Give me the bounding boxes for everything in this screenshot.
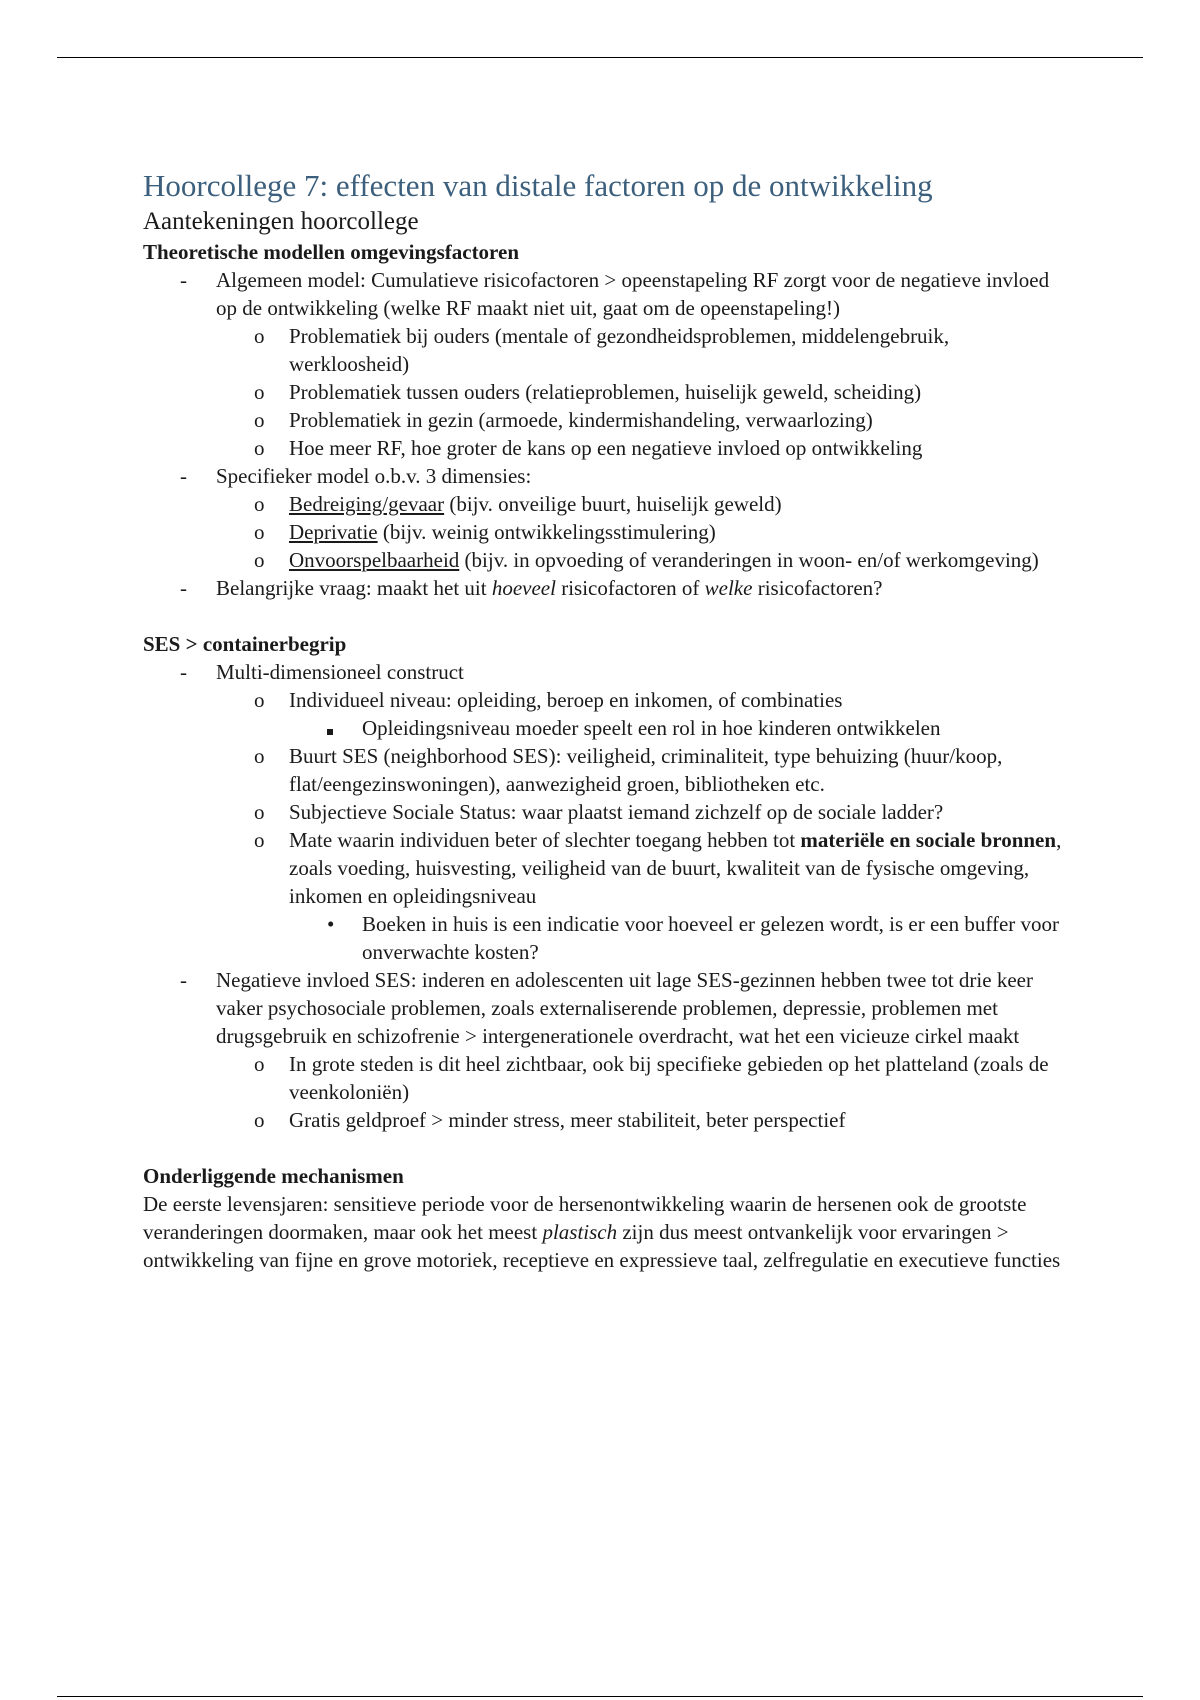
list-item-text: (bijv. onveilige buurt, huiselijk geweld) bbox=[444, 492, 782, 516]
bold-text: materiële en sociale bronnen bbox=[800, 828, 1057, 852]
list-item bbox=[143, 322, 1068, 378]
list-item bbox=[143, 574, 1068, 602]
sub-list bbox=[143, 322, 1068, 462]
list-item-text: Multi-dimensioneel construct bbox=[216, 660, 464, 684]
circle-marker: o bbox=[254, 492, 265, 516]
paragraph-text: zijn dus meest ontvankelijk voor ervaringen > ontwikkeling van fijne en grove motoriek, receptieve en expressieve taal, zelfregulatie en executieve functies bbox=[143, 1220, 1061, 1272]
circle-marker: o bbox=[254, 520, 265, 544]
list-item-text: Subjectieve Sociale Status: waar plaatst iemand zichzelf op de sociale ladder? bbox=[289, 800, 944, 824]
list-item-text: Algemeen model: Cumulatieve risicofactoren > opeenstapeling RF zorgt voor de negatieve invloed op de ontwikkeling (welke RF maakt niet uit, gaat om de opeenstapeling!) bbox=[216, 268, 1050, 320]
list-item bbox=[143, 1050, 1068, 1106]
list-item-text: Problematiek bij ouders (mentale of gezondheidsproblemen, middelengebruik, werkloosheid) bbox=[289, 324, 950, 376]
list-item bbox=[143, 798, 1068, 826]
list-item-text: risicofactoren? bbox=[752, 576, 883, 600]
dash-marker: - bbox=[180, 268, 187, 292]
sub-list bbox=[143, 1050, 1068, 1134]
italic-text: hoeveel bbox=[491, 576, 556, 600]
circle-marker: o bbox=[254, 548, 265, 572]
list-item-text: Problematiek in gezin (armoede, kindermishandeling, verwaarlozing) bbox=[289, 408, 873, 432]
list-item bbox=[143, 462, 1068, 574]
spacer bbox=[143, 602, 1068, 630]
list-item bbox=[143, 1106, 1068, 1134]
list-item-text: Individueel niveau: opleiding, beroep en inkomen, of combinaties bbox=[289, 688, 843, 712]
list-item bbox=[143, 966, 1068, 1134]
list-item bbox=[143, 742, 1068, 798]
ses-list bbox=[143, 658, 1068, 1134]
sub-list bbox=[143, 686, 1068, 966]
italic-text: plastisch bbox=[542, 1220, 618, 1244]
sub-list bbox=[143, 490, 1068, 574]
list-item-text: risicofactoren of bbox=[555, 576, 705, 600]
mechanisms-paragraph bbox=[143, 1190, 1068, 1274]
circle-marker: o bbox=[254, 688, 265, 712]
circle-marker: o bbox=[254, 1108, 265, 1132]
list-item bbox=[143, 490, 1068, 518]
list-item bbox=[143, 826, 1068, 966]
list-item bbox=[143, 686, 1068, 742]
paragraph-text: De eerste levensjaren: sensitieve periode voor de hersenontwikkeling waarin de hersenen ook de grootste veranderingen doormaken, maar ook het meest bbox=[143, 1192, 1027, 1244]
circle-marker: o bbox=[254, 380, 265, 404]
list-item-text: Gratis geldproef > minder stress, meer stabiliteit, beter perspectief bbox=[289, 1108, 846, 1132]
term-underlined: Deprivatie bbox=[289, 520, 378, 544]
list-item-text: Hoe meer RF, hoe groter de kans op een negatieve invloed op ontwikkeling bbox=[289, 436, 923, 460]
page-subtitle: Aantekeningen hoorcollege bbox=[143, 208, 419, 235]
sub-sub-list bbox=[143, 714, 1068, 742]
list-item-text: Belangrijke vraag: maakt het uit bbox=[216, 576, 492, 600]
list-item bbox=[143, 714, 1068, 742]
list-item-text: (bijv. weinig ontwikkelingsstimulering) bbox=[377, 520, 716, 544]
list-item bbox=[143, 434, 1068, 462]
dash-marker: - bbox=[180, 576, 187, 600]
page-title: Hoorcollege 7: effecten van distale factoren op de ontwikkeling bbox=[143, 168, 933, 203]
circle-marker: o bbox=[254, 828, 265, 852]
circle-marker: o bbox=[254, 1052, 265, 1076]
list-item-text: Problematiek tussen ouders (relatieproblemen, huiselijk geweld, scheiding) bbox=[289, 380, 922, 404]
circle-marker: o bbox=[254, 744, 265, 768]
circle-marker: o bbox=[254, 408, 265, 432]
dash-marker: - bbox=[180, 968, 187, 992]
dash-marker: - bbox=[180, 660, 187, 684]
square-marker bbox=[327, 714, 333, 742]
models-list bbox=[143, 266, 1068, 602]
list-item-text: (bijv. in opvoeding of veranderingen in woon- en/of werkomgeving) bbox=[459, 548, 1039, 572]
list-item-text: Buurt SES (neighborhood SES): veiligheid, criminaliteit, type behuizing (huur/koop, flat/eengezinswoningen), aanwezigheid groen, bibliotheken etc. bbox=[289, 744, 1003, 796]
circle-marker: o bbox=[254, 324, 265, 348]
dash-marker: - bbox=[180, 464, 187, 488]
list-item bbox=[143, 266, 1068, 462]
header-rule bbox=[57, 57, 1143, 58]
list-item-text: Opleidingsniveau moeder speelt een rol in hoe kinderen ontwikkelen bbox=[362, 716, 941, 740]
sub-sub-list bbox=[143, 910, 1068, 966]
list-item bbox=[143, 910, 1068, 966]
list-item bbox=[143, 518, 1068, 546]
circle-marker: o bbox=[254, 800, 265, 824]
list-item-text: Mate waarin individuen beter of slechter toegang hebben tot bbox=[289, 828, 801, 852]
term-underlined: Bedreiging/gevaar bbox=[289, 492, 445, 516]
section-heading-models: Theoretische modellen omgevingsfactoren bbox=[143, 240, 520, 264]
list-item bbox=[143, 378, 1068, 406]
bullet-marker: • bbox=[327, 912, 335, 936]
footer-rule bbox=[57, 1696, 1143, 1697]
italic-text: welke bbox=[704, 576, 753, 600]
list-item-text: In grote steden is dit heel zichtbaar, ook bij specifieke gebieden op het platteland (zoals de veenkoloniën) bbox=[289, 1052, 1049, 1104]
list-item bbox=[143, 658, 1068, 966]
list-item-text: , zoals voeding, huisvesting, veiligheid van de buurt, kwaliteit van de fysische omgeving, inkomen en opleidingsniveau bbox=[289, 828, 1062, 908]
list-item-text: Specifieker model o.b.v. 3 dimensies: bbox=[216, 464, 532, 488]
list-item-text: Boeken in huis is een indicatie voor hoeveel er gelezen wordt, is er een buffer voor onverwachte kosten? bbox=[362, 912, 1060, 964]
section-heading-ses: SES > containerbegrip bbox=[143, 632, 347, 656]
list-item-text: Negatieve invloed SES: inderen en adolescenten uit lage SES-gezinnen hebben twee tot drie keer vaker psychosociale problemen, zoals externaliserende problemen, depressie, problemen met drugsgebruik en schizofrenie > intergenerationele overdracht, wat het een vicieuze cirkel maakt bbox=[216, 968, 1033, 1048]
section-heading-mechanisms: Onderliggende mechanismen bbox=[143, 1164, 404, 1188]
term-underlined: Onvoorspelbaarheid bbox=[289, 548, 460, 572]
list-item bbox=[143, 546, 1068, 574]
circle-marker: o bbox=[254, 436, 265, 460]
list-item bbox=[143, 406, 1068, 434]
spacer bbox=[143, 1134, 1068, 1162]
document-body bbox=[143, 166, 1068, 1274]
